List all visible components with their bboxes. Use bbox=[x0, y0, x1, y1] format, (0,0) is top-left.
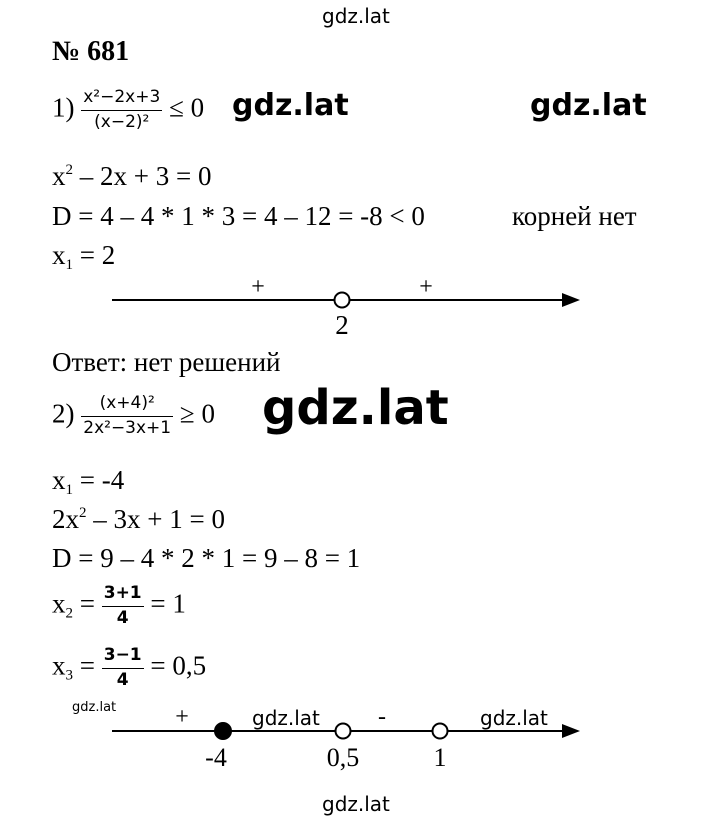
fraction-bar bbox=[81, 110, 162, 111]
filled-point-minus4 bbox=[215, 723, 231, 739]
open-point-0-5 bbox=[336, 724, 351, 739]
root2-fraction: $\frac{3+1}{4}$ bbox=[103, 583, 142, 628]
open-point-1 bbox=[433, 724, 448, 739]
part1-label: 1) bbox=[52, 92, 75, 123]
part2-fraction bbox=[81, 394, 173, 438]
part2-inequality bbox=[52, 394, 215, 438]
watermark-line1-a: gdz.lat bbox=[232, 88, 349, 123]
part1-inequality bbox=[52, 88, 204, 132]
sign-mid: - bbox=[378, 704, 386, 730]
part1-number-line bbox=[0, 270, 720, 340]
part1-frac-den: (x−2)² bbox=[94, 111, 150, 132]
part2-frac-den: 2x²−3x+1 bbox=[83, 417, 172, 438]
part1-equation: $x^2 - 2x + 3 = 0$ bbox=[52, 161, 212, 191]
problem-number: № 681 bbox=[52, 36, 130, 67]
watermark-line1-b: gdz.lat bbox=[530, 88, 647, 123]
part2-root3: $x_3$ = $\frac{3-1}{4}$ = 0,5 bbox=[52, 645, 207, 690]
watermark-axis2-mid: gdz.lat bbox=[252, 706, 320, 730]
part2-root2: $x_2$ = $\frac{3+1}{4}$ = 1 bbox=[52, 583, 186, 628]
watermark-top: gdz.lat bbox=[322, 4, 390, 28]
sign-left: + bbox=[175, 704, 189, 730]
axis-arrow bbox=[562, 293, 580, 307]
sign-left: + bbox=[251, 274, 265, 300]
watermark-axis2-right: gdz.lat bbox=[480, 706, 548, 730]
watermark-mid-big: gdz.lat bbox=[262, 380, 449, 436]
part2-frac-num: (x+4)² bbox=[99, 393, 155, 413]
watermark-axis2-left: gdz.lat bbox=[72, 700, 117, 715]
part2-root1: $x_1 = -4$ bbox=[52, 465, 125, 498]
point-label-0-5: 0,5 bbox=[326, 743, 360, 772]
point-label-1: 1 bbox=[433, 743, 447, 772]
part1-no-roots: корней нет bbox=[512, 201, 637, 231]
watermark-bottom: gdz.lat bbox=[322, 792, 390, 816]
part2-equation: $2x^2 - 3x + 1 = 0$ bbox=[52, 504, 225, 534]
fraction-bar bbox=[81, 416, 173, 417]
part2-discriminant: D = 9 – 4 * 2 * 1 = 9 – 8 = 1 bbox=[52, 543, 361, 573]
axis-arrow bbox=[562, 724, 580, 738]
part1-discriminant: D = 4 – 4 * 1 * 3 = 4 – 12 = -8 < 0 bbox=[52, 201, 425, 231]
part2-number-line bbox=[0, 700, 720, 775]
part1-sign: ≤ 0 bbox=[169, 92, 205, 123]
part2-label: 2) bbox=[52, 398, 75, 429]
part1-fraction bbox=[81, 88, 162, 132]
sign-right: + bbox=[419, 274, 433, 300]
part1-answer: Ответ: нет решений bbox=[52, 347, 281, 377]
part2-sign: ≥ 0 bbox=[179, 398, 215, 429]
part1-root: $x_1 = 2$ bbox=[52, 240, 116, 273]
open-point-2 bbox=[335, 293, 350, 308]
part1-frac-num: x²−2x+3 bbox=[83, 87, 161, 107]
root3-fraction: $\frac{3-1}{4}$ bbox=[103, 645, 142, 690]
point-label-minus4: -4 bbox=[205, 743, 227, 772]
point-label-2: 2 bbox=[335, 310, 349, 340]
